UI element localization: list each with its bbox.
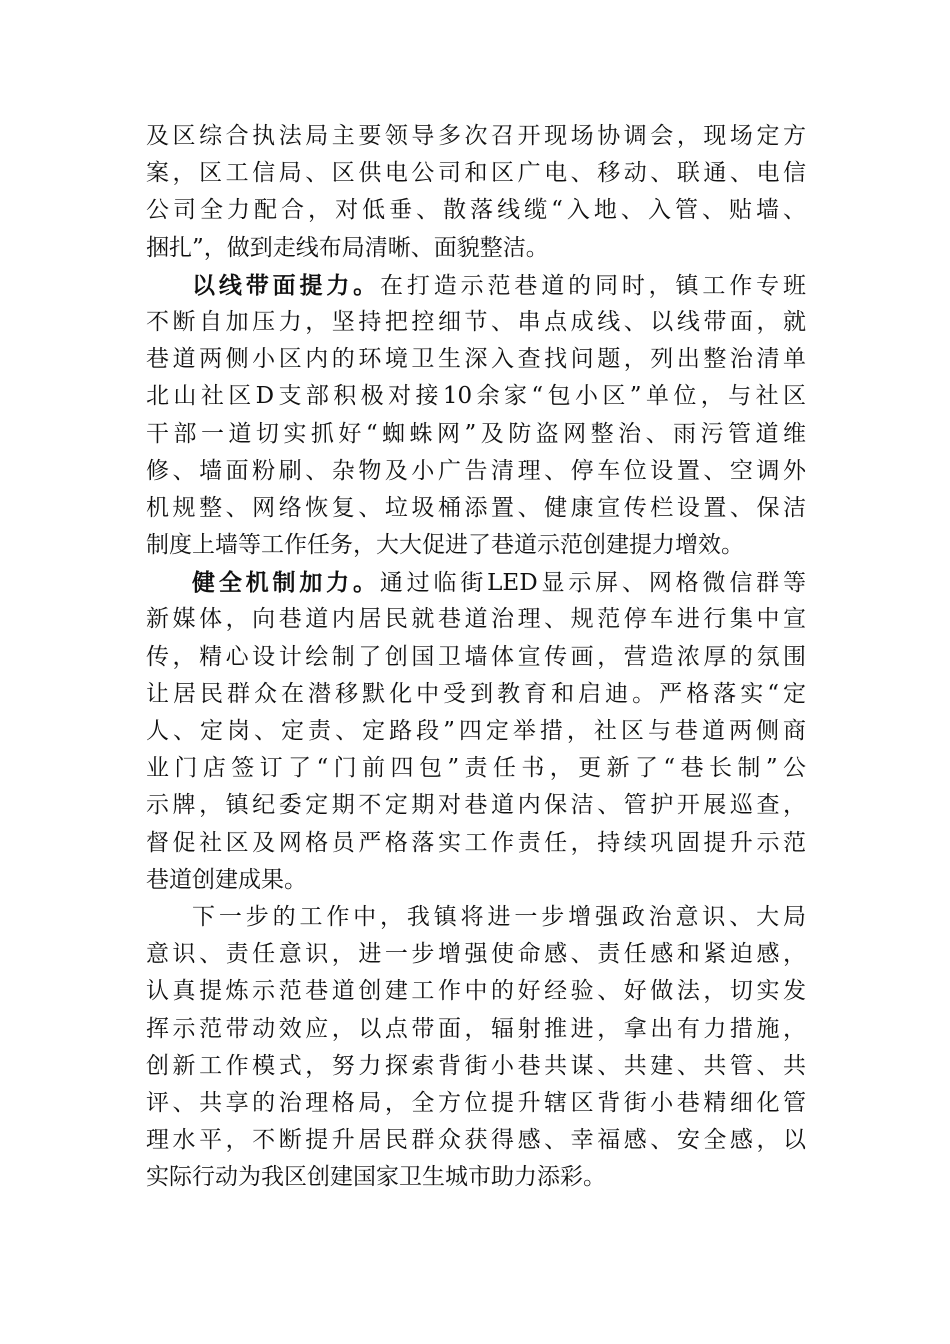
text-line: 干部一道切实抓好“蜘蛛网”及防盗网整治、雨污管道维 [146, 420, 806, 447]
text-line: 制度上墙等工作任务，大大促进了巷道示范创建提力增效。 [146, 532, 744, 559]
text-line: 公司全力配合，对低垂、散落线缆“入地、入管、贴墙、 [146, 197, 806, 224]
paragraph-mechanism [146, 564, 806, 899]
text-line: 新媒体，向巷道内居民就巷道治理、规范停车进行集中宣 [146, 606, 806, 633]
text-line: 机规整、网络恢复、垃圾桶添置、健康宣传栏设置、保洁 [146, 494, 806, 521]
text-line: 业门店签订了“门前四包”责任书，更新了“巷长制”公 [146, 755, 806, 782]
paragraph-lead-heading: 健全机制加力。 [192, 569, 380, 597]
text-run: 在打造示范巷道的同时，镇工作专班 [380, 272, 807, 299]
text-line: 人、定岗、定责、定路段”四定举措，社区与巷道两侧商 [146, 718, 806, 744]
paragraph-next-steps [146, 899, 806, 1197]
text-line: 及区综合执法局主要领导多次召开现场协调会，现场定方 [146, 123, 806, 149]
text-line: 传，精心设计绘制了创国卫墙体宣传画，营造浓厚的氛围 [146, 643, 806, 670]
text-line: 创新工作模式，努力探索背街小巷共谋、共建、共管、共 [146, 1052, 806, 1079]
text-line: 不断自加压力，坚持把控细节、串点成线、以线带面，就 [146, 308, 806, 335]
text-line: 示牌，镇纪委定期不定期对巷道内保洁、管护开展巡查， [146, 792, 806, 819]
text-line: 下一步的工作中，我镇将进一步增强政治意识、大局 [192, 903, 806, 930]
text-line: 认真提炼示范巷道创建工作中的好经验、好做法，切实发 [146, 978, 806, 1005]
paragraph-lead-heading: 以线带面提力。 [192, 271, 381, 299]
text-line: 巷道两侧小区内的环境卫生深入查找问题，列出整治清单 [146, 346, 806, 373]
document-body [146, 118, 806, 1196]
text-line: 实际行动为我区创建国家卫生城市助力添彩。 [146, 1164, 606, 1191]
paragraph-network-cables [146, 118, 806, 267]
text-line: 意识、责任意识，进一步增强使命感、责任感和紧迫感， [146, 941, 806, 968]
text-line: 巷道创建成果。 [146, 866, 307, 893]
text-line: 案，区工信局、区供电公司和区广电、移动、联通、电信 [146, 160, 806, 187]
text-line: 让居民群众在潜移默化中受到教育和启迪。严格落实“定 [146, 680, 806, 707]
text-run: 通过临街LED显示屏、网格微信群等 [379, 570, 806, 597]
text-line: 挥示范带动效应，以点带面，辐射推进，拿出有力措施， [146, 1015, 806, 1042]
paragraph-line-to-area [146, 267, 806, 565]
text-line: 理水平，不断提升居民群众获得感、幸福感、安全感，以 [146, 1127, 806, 1154]
text-line: 评、共享的治理格局，全方位提升辖区背街小巷精细化管 [146, 1089, 806, 1116]
text-line: 捆扎”，做到走线布局清晰、面貌整洁。 [146, 234, 549, 261]
text-line: 修、墙面粉刷、杂物及小广告清理、停车位设置、空调外 [146, 457, 806, 484]
text-line: 督促社区及网格员严格落实工作责任，持续巩固提升示范 [146, 829, 806, 856]
text-line: 北山社区D支部积极对接10余家“包小区”单位，与社区 [146, 383, 806, 410]
text-line [146, 267, 806, 304]
text-line [146, 564, 806, 601]
